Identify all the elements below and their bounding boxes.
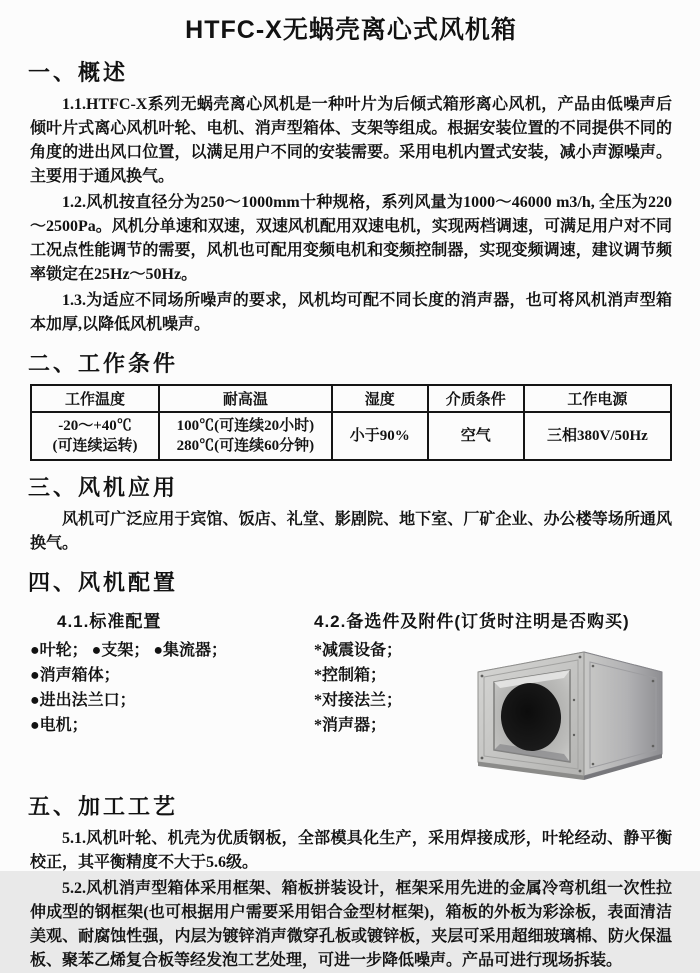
paragraph-5-1: 5.1.风机叶轮、机壳为优质钢板，全部模具化生产，采用焊接成形，叶轮经动、静平衡校正，其平衡精度不大于5.6级。: [30, 830, 672, 871]
cell-humidity: 小于90%: [332, 412, 428, 460]
cell-power-supply: 三相380V/50Hz: [524, 412, 671, 460]
col-header-humidity: 湿度: [332, 385, 428, 412]
configuration-columns: [30, 603, 672, 780]
standard-item-motor: ●电机；: [30, 717, 88, 734]
heat-resistance-line-2: 280℃(可连续60分钟): [176, 438, 315, 454]
optional-item-silencer: *消声器；: [314, 717, 387, 734]
section-5-block: [30, 790, 672, 973]
paragraph-1-1: 1.1.HTFC-X系列无蜗壳离心风机是一种叶片为后倾式箱形离心风机，产品由低噪声后倾叶片式离心风机叶轮、电机、消声型箱体、支架等组成。根据安装位置的不同提供不同的角度的进出风口位置，以满足用户不同的安装需要。采用电机内置式安装，减小声源噪声。主要用于通风换气。: [30, 96, 672, 185]
paragraph-5-2: 5.2.风机消声型箱体采用框架、箱板拼装设计，框架采用先进的金属冷弯机组一次性拉伸成型的钢框架(也可根据用户需要采用铝合金型材框架)，箱板的外板为彩涂板，表面清洁美观、耐腐蚀性强，内层为镀锌消声微穿孔板或镀锌板，夹层可采用超细玻璃棉、防火保温板、聚苯乙烯复合板等经发泡工艺处理，可进一步降低噪声。产品可进行现场拆装。: [30, 880, 672, 969]
optional-parts-list: [314, 638, 462, 738]
optional-parts-heading: 4.2.备选件及附件(订货时注明是否购买): [314, 612, 630, 631]
working-conditions-table: [30, 384, 672, 461]
fan-box-product-photo: [462, 640, 664, 780]
heat-resistance-line-1: 100℃(可连续20小时): [176, 417, 315, 434]
optional-item-control-box: *控制箱；: [314, 667, 387, 684]
optional-item-damping-equipment: *减震设备；: [314, 642, 403, 659]
table-header-row: [31, 385, 671, 412]
optional-parts-block: [314, 603, 672, 780]
standard-configuration-block: [30, 603, 314, 780]
col-header-heat-resistance: 耐高温: [159, 385, 332, 412]
standard-item-silencer-box: ●消声箱体；: [30, 667, 120, 684]
work-temperature-range: -20～+40℃: [58, 417, 132, 434]
optional-parts-row: [314, 638, 672, 780]
section-5-processing-heading: 五、加工工艺: [28, 794, 179, 819]
section-4-configuration-heading: 四、风机配置: [28, 570, 179, 595]
cell-work-temperature: [31, 412, 159, 460]
section-3-applications-heading: 三、风机应用: [28, 475, 179, 500]
optional-item-butt-flange: *对接法兰；: [314, 692, 403, 709]
standard-configuration-list: [30, 638, 314, 738]
paragraph-1-2: 1.2.风机按直径分为250～1000mm十种规格，系列风量为1000～46000 m3/h, 全压为220～2500Pa。风机分单速和双速，双速风机配用双速电机，实现两档调速，可满足用户对不同工况点性能调节的需要，风机也可配用变频电机和变频控制器，实现变频调速，建议调节频率锁定在25Hz～50Hz。: [30, 194, 672, 283]
standard-configuration-heading: 4.1.标准配置: [57, 612, 162, 631]
col-header-work-temperature: 工作温度: [31, 385, 159, 412]
table-data-row: [31, 412, 671, 460]
cell-heat-resistance: [159, 412, 332, 460]
work-temperature-note: (可连续运转): [52, 438, 138, 454]
section-2-working-conditions-heading: 二、工作条件: [28, 351, 179, 376]
col-header-power-supply: 工作电源: [524, 385, 671, 412]
standard-item-flanges: ●进出法兰口；: [30, 692, 136, 709]
cell-medium: 空气: [428, 412, 524, 460]
paragraph-3-1: 风机可广泛应用于宾馆、饭店、礼堂、影剧院、地下室、厂矿企业、办公楼等场所通风换气。: [30, 511, 672, 552]
document-title: HTFC-X无蜗壳离心式风机箱: [185, 16, 517, 44]
section-1-overview-heading: 一、概述: [28, 60, 129, 85]
col-header-medium: 介质条件: [428, 385, 524, 412]
standard-item-impeller-bracket-collector: ●叶轮； ●支架； ●集流器；: [30, 642, 227, 659]
paragraph-1-3: 1.3.为适应不同场所噪声的要求，风机均可配不同长度的消声器，也可将风机消声型箱本加厚,以降低风机噪声。: [30, 292, 672, 333]
